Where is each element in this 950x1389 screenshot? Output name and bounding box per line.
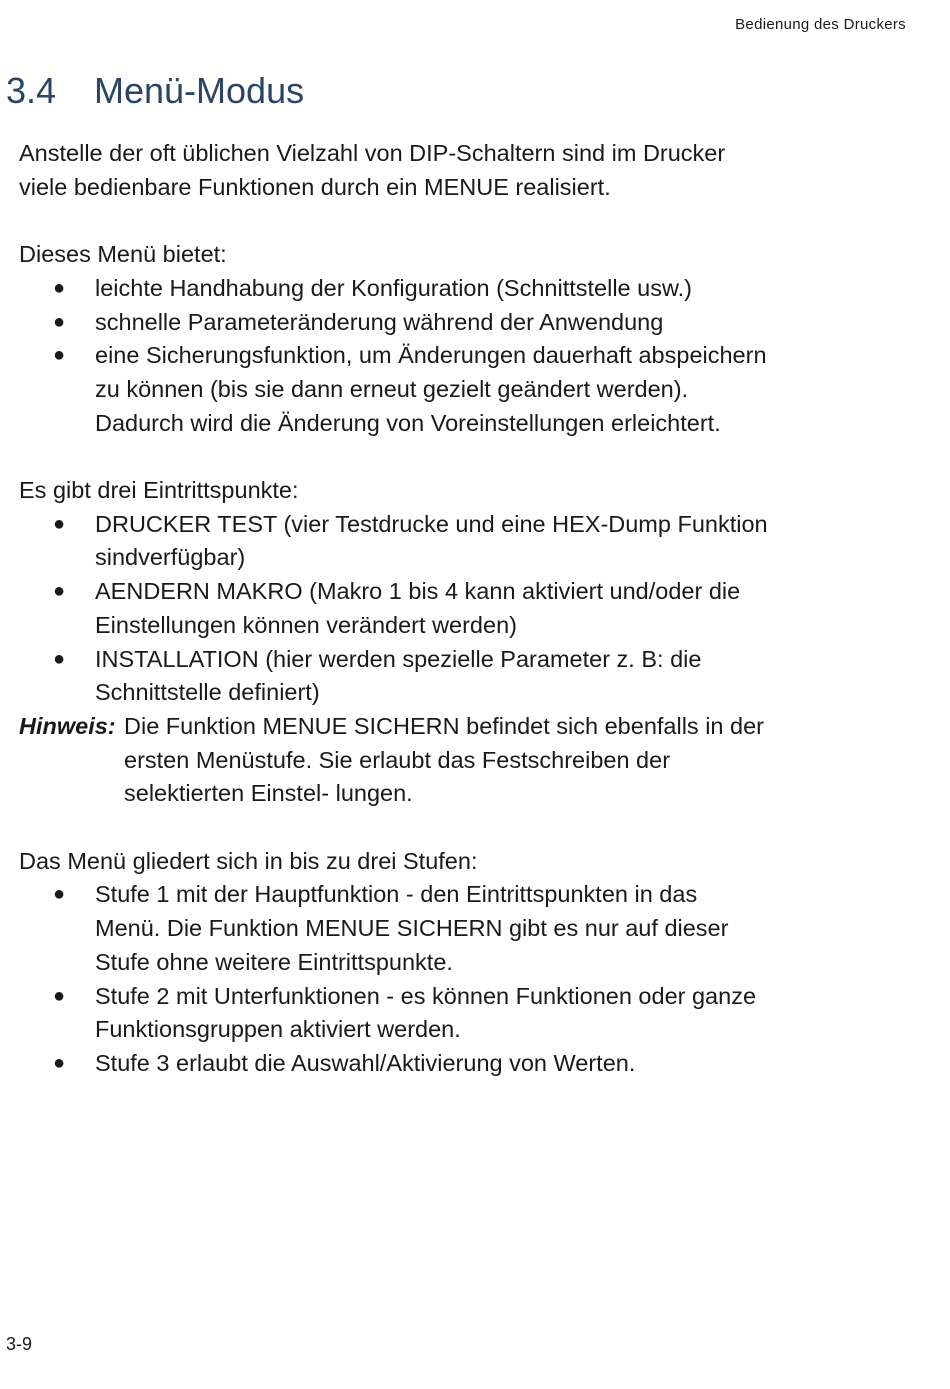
section-title [6,70,304,112]
note [19,710,919,811]
note-line: ersten Menüstufe. Sie erlaubt das Festschreiben der [124,746,671,773]
paragraph-gap [19,811,919,845]
bullet-icon: ● [53,310,66,333]
entry-points-heading: Es gibt drei Eintrittspunkte: [19,477,299,503]
list-item: ● DRUCKER TEST (vier Testdrucke und eine HEX-Dump Funktion sindverfügbar) [19,508,919,575]
bullet-icon: ● [53,883,66,906]
offers-list [19,272,919,441]
list-item: ● eine Sicherungsfunktion, um Änderungen dauerhaft abspeichern zu können (bis sie dann erneut gezielt geändert werden). Dadurch wird die Änderung von Voreinstellungen erleichtert. [19,339,919,440]
section-title-text: Menü-Modus [94,70,305,111]
entry-points-list [19,508,919,710]
levels-heading: Das Menü gliedert sich in bis zu drei Stufen: [19,847,478,874]
list-item: ● leichte Handhabung der Konfiguration (Schnittstelle usw.) [19,272,919,306]
intro-line: viele bedienbare Funktionen durch ein MENUE realisiert. [19,173,611,200]
document-body [19,137,919,1081]
note-label: Hinweis: [19,712,116,739]
bullet-icon: ● [53,512,66,535]
bullet-icon: ● [53,1051,66,1074]
page-number: 3-9 [6,1334,33,1354]
section-number: 3.4 [6,70,57,111]
list-item: ● Stufe 3 erlaubt die Auswahl/Aktivierung von Werten. [19,1047,919,1081]
bullet-icon: ● [53,344,66,367]
offers-heading: Dieses Menü bietet: [19,241,227,268]
levels-list [19,878,919,1080]
paragraph-gap [19,440,919,474]
list-item: ● INSTALLATION (hier werden spezielle Parameter z. B: die Schnittstelle definiert) [19,643,919,710]
paragraph-gap [19,204,919,238]
intro-line: Anstelle der oft üblichen Vielzahl von DIP-Schaltern sind im Drucker [19,140,726,166]
bullet-icon: ● [53,647,66,670]
note-line: Die Funktion MENUE SICHERN befindet sich ebenfalls in der [124,712,764,739]
list-item: ● Stufe 2 mit Unterfunktionen - es können Funktionen oder ganze Funktionsgruppen aktiviert werden. [19,980,919,1047]
bullet-icon: ● [53,984,66,1007]
note-line: selektierten Einstel- lungen. [124,780,413,807]
list-item: ● schnelle Parameteränderung während der Anwendung [19,306,919,340]
running-header: Bedienung des Druckers [735,16,906,33]
bullet-icon: ● [53,580,66,603]
list-item: ● Stufe 1 mit der Hauptfunktion - den Eintrittspunkten in das Menü. Die Funktion MENUE SICHERN gibt es nur auf dieser Stufe ohne weitere Eintrittspunkte. [19,878,919,979]
bullet-icon: ● [53,276,66,299]
list-item: ● AENDERN MAKRO (Makro 1 bis 4 kann aktiviert und/oder die Einstellungen können verändert werden) [19,575,919,642]
